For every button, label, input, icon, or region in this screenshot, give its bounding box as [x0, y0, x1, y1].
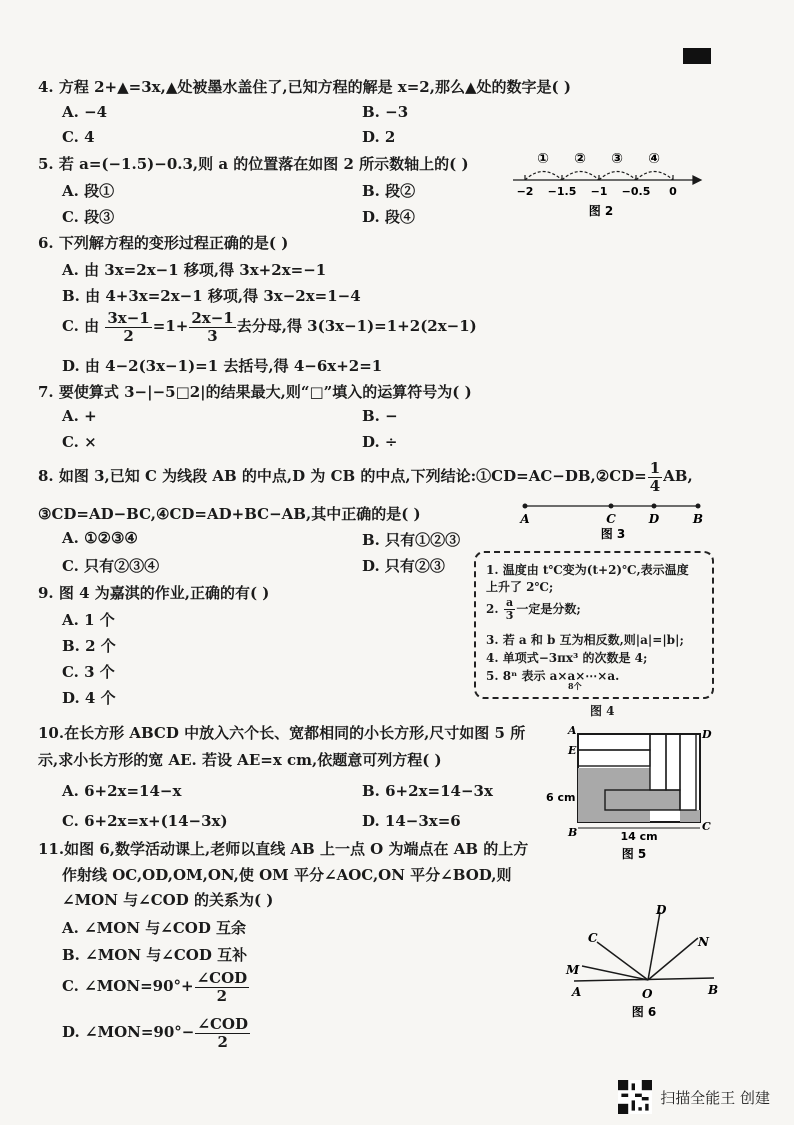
- arrow-head-icon: [693, 176, 701, 184]
- q5-option-d: D. 段④: [362, 208, 415, 226]
- number-line-figure: [505, 145, 705, 220]
- tick-label: −2: [516, 185, 534, 198]
- note-line-1b: 上升了 2℃;: [486, 580, 554, 594]
- q9-option-d: D. 4 个: [62, 689, 116, 707]
- width-label: 14 cm: [620, 830, 658, 843]
- q6-option-a: A. 由 3x=2x−1 移项,得 3x+2x=−1: [62, 261, 327, 279]
- q7-option-b: B. −: [362, 407, 398, 425]
- vertex-label-c: C: [702, 820, 711, 833]
- q11-option-c: C. ∠MON=90°+ $\frac{\text{∠COD}}{2}$: [62, 969, 248, 1005]
- vertex-label-d: D: [702, 728, 712, 741]
- q11-option-d: D. ∠MON=90°− $\frac{\text{∠COD}}{2}$: [62, 1015, 248, 1051]
- point-label-e: E: [568, 744, 577, 757]
- segment-label-2: ②: [574, 151, 586, 167]
- figure-5-caption: 图 5: [621, 847, 647, 861]
- q11-option-b: B. ∠MON 与∠COD 互补: [62, 946, 248, 964]
- q10-option-b: B. 6+2x=14−3x: [362, 782, 493, 800]
- q10-option-a: A. 6+2x=14−x: [62, 782, 182, 800]
- q9-option-a: A. 1 个: [62, 611, 115, 629]
- q4-option-d: D. 2: [362, 128, 396, 146]
- tick-label: −0.5: [621, 185, 651, 198]
- q11-stem-line3: ∠MON 与∠COD 的关系为( ): [62, 891, 274, 909]
- q9-option-c: C. 3 个: [62, 663, 115, 681]
- point-label-n: N: [698, 935, 709, 949]
- point-label-d: D: [656, 903, 667, 917]
- q10-stem-line2: 示,求小长方形的宽 AE. 若设 AE=x cm,依题意可列方程( ): [38, 751, 442, 769]
- point-label-d: D: [648, 512, 660, 526]
- q6-option-d: D. 由 4−2(3x−1)=1 去括号,得 4−6x+2=1: [62, 357, 383, 375]
- homework-note-box: [474, 551, 714, 699]
- q9-option-b: B. 2 个: [62, 637, 116, 655]
- segment-label-4: ④: [648, 151, 660, 167]
- q11-option-a: A. ∠MON 与∠COD 互余: [62, 919, 247, 937]
- rectangle-figure-5: [540, 724, 720, 864]
- q5-stem: 5. 若 a=(−1.5)−0.3,则 a 的位置落在如图 2 所示数轴上的( ): [38, 155, 469, 173]
- q5-option-b: B. 段②: [362, 182, 416, 200]
- segment-arc-2: [562, 172, 599, 181]
- note-line-1a: 1. 温度由 t℃变为(t+2)℃,表示温度: [486, 563, 689, 577]
- vertex-label-a: A: [568, 724, 577, 737]
- q9-stem: 9. 图 4 为嘉淇的作业,正确的有( ): [38, 584, 270, 602]
- q8-stem-line1: 8. 如图 3,已知 C 为线段 AB 的中点,D 为 CB 的中点,下列结论:①CD=AC−DB,②CD= $\frac{1}{4}$ AB,: [38, 459, 693, 495]
- q4-option-c: C. 4: [62, 128, 95, 146]
- tick-label: −1.5: [547, 185, 577, 198]
- q11-stem-line1: 11.如图 6,数学活动课上,老师以直线 AB 上一点 O 为端点在 AB 的上方: [38, 840, 529, 858]
- segment-label-3: ③: [611, 151, 623, 167]
- segment-arc-3: [599, 172, 636, 181]
- ray-od: [648, 912, 660, 980]
- point-label-b: B: [692, 512, 704, 526]
- q7-stem: 7. 要使算式 3−|−5□2|的结果最大,则“□”填入的运算符号为( ): [38, 383, 472, 401]
- figure-6-caption: 图 6: [631, 1005, 657, 1019]
- q4-option-a: A. −4: [62, 103, 108, 121]
- segment-label-1: ①: [537, 151, 549, 167]
- q4-option-b: B. −3: [362, 103, 409, 121]
- q11-stem-line2: 作射线 OC,OD,OM,ON,使 OM 平分∠AOC,ON 平分∠BOD,则: [62, 866, 512, 884]
- q8-option-b: B. 只有①②③: [362, 531, 461, 549]
- q6-option-c: C. 由 $\frac{3x-1}{2}$ =1+ $\frac{2x-1}{3}$ 去分母,得 3(3x−1)=1+2(2x−1): [62, 309, 477, 345]
- q7-option-a: A. +: [62, 407, 97, 425]
- point-label-b: B: [708, 983, 719, 997]
- angle-figure-6: [560, 902, 730, 1022]
- q8-option-c: C. 只有②③④: [62, 557, 160, 575]
- q4-stem: 4. 方程 2+▲=3x,▲处被墨水盖住了,已知方程的解是 x=2,那么▲处的数字是( ): [38, 78, 571, 96]
- note-line-2: 2. $\frac{a}{3}$ 一定是分数;: [486, 596, 581, 623]
- point-label-a: A: [572, 985, 582, 999]
- q8-option-d: D. 只有②③: [362, 557, 445, 575]
- q10-option-c: C. 6+2x=x+(14−3x): [62, 812, 228, 830]
- scanner-watermark: [618, 1080, 770, 1114]
- segment-figure-3: [515, 498, 710, 543]
- q10-stem-line1: 10.在长方形 ABCD 中放入六个长、宽都相同的小长方形,尺寸如图 5 所: [38, 724, 526, 742]
- point-label-c: C: [606, 512, 616, 526]
- point-label-a: A: [520, 512, 530, 526]
- tick-label: 0: [669, 185, 677, 198]
- height-label: 6 cm: [546, 791, 576, 804]
- q10-option-d: D. 14−3x=6: [362, 812, 461, 830]
- segment-arc-4: [636, 172, 673, 181]
- figure-2-caption: 图 2: [588, 204, 614, 218]
- segment-arc-1: [525, 172, 562, 181]
- q7-option-d: D. ÷: [362, 433, 398, 451]
- page-corner-tab: [683, 48, 711, 64]
- tick-label: −1: [590, 185, 608, 198]
- q8-stem-line2: ③CD=AD−BC,④CD=AD+BC−AB,其中正确的是( ): [38, 505, 421, 523]
- q6-option-b: B. 由 4+3x=2x−1 移项,得 3x−2x=1−4: [62, 287, 361, 305]
- ray-on: [648, 938, 698, 980]
- point-label-c: C: [588, 931, 598, 945]
- note-line-3: 3. 若 a 和 b 互为相反数,则|a|=|b|;: [486, 633, 684, 647]
- q8-option-a: A. ①②③④: [62, 529, 138, 547]
- note-line-5: 5. 8ⁿ 表示 a×a×⋯×a.: [486, 669, 620, 683]
- figure-4-caption: 图 4: [590, 704, 615, 718]
- q6-stem: 6. 下列解方程的变形过程正确的是( ): [38, 234, 289, 252]
- point-label-o: O: [642, 987, 653, 1001]
- note-line-4: 4. 单项式−3πx³ 的次数是 4;: [486, 651, 648, 665]
- figure-3-caption: 图 3: [600, 527, 626, 541]
- q5-option-c: C. 段③: [62, 208, 115, 226]
- note-line-5-under: 8个: [568, 681, 582, 691]
- qr-code-icon: [618, 1080, 652, 1114]
- q7-option-c: C. ×: [62, 433, 97, 451]
- vertex-label-b: B: [568, 826, 578, 839]
- point-label-m: M: [566, 963, 580, 977]
- watermark-text: 扫描全能王 创建: [660, 1088, 770, 1107]
- q5-option-a: A. 段①: [62, 182, 115, 200]
